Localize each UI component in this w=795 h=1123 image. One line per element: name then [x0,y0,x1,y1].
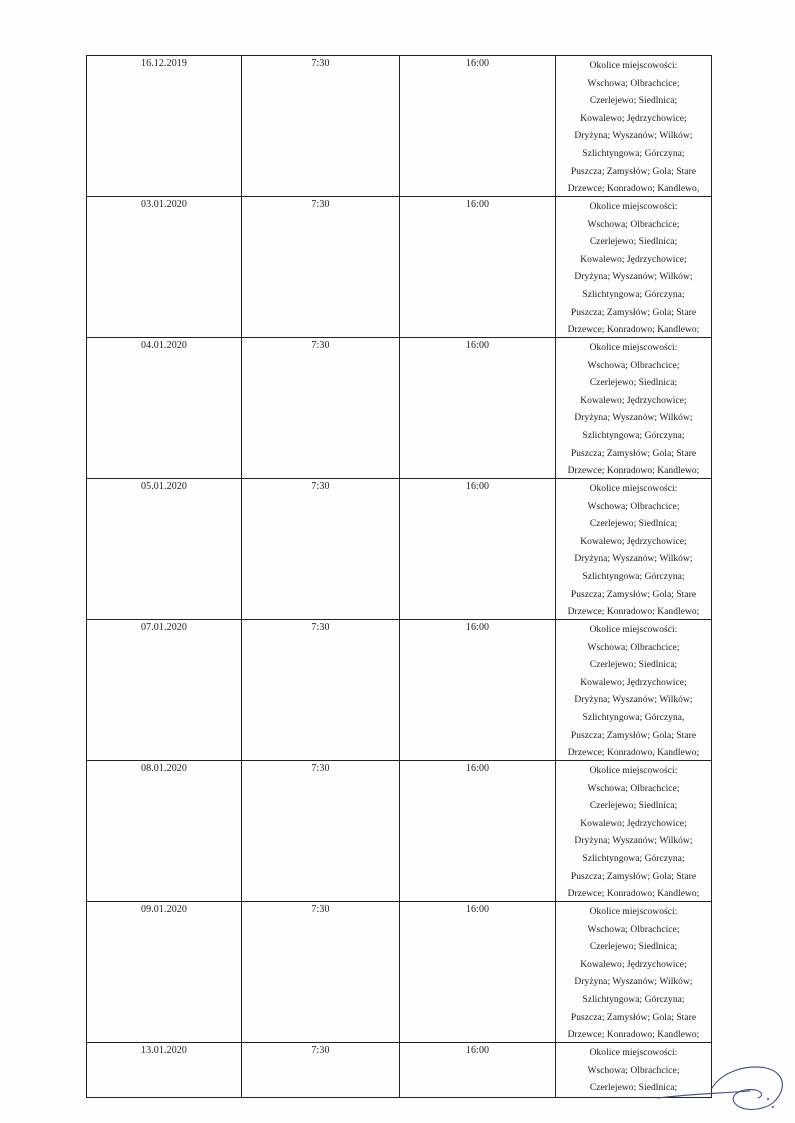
date-cell [87,1043,242,1098]
locations-cell [556,479,711,620]
location-line: Szlichtyngowa; Górczyna; [582,148,685,159]
location-line: Kowalewo; Jędrzychowice; [580,113,687,124]
end-time-text: 16:00 [465,199,490,210]
table-row [87,1042,711,1098]
end-time-cell [400,902,556,1043]
locations-cell [556,761,711,902]
locations-cell [556,56,711,197]
location-line: Dryżyna; Wyszanów; Wilków; [574,131,693,142]
location-line: Dryżyna; Wyszanów; Wilków; [574,554,693,565]
location-line: Drzewce; Konradowo; Kandlewo; [567,1030,700,1041]
date-text: 16.12.2019 [141,58,187,69]
location-line: Puszcza; Zamysłów; Gola; Stare [570,589,697,600]
locations-cell [556,620,711,761]
locations-text [556,481,711,622]
location-line: Czerlejewo; Siedlnica; [589,942,678,953]
location-line: Wschowa; Olbrachcice; [587,501,680,512]
start-time-text: 7:30 [311,1045,330,1056]
location-line: Dryżyna; Wyszanów; Wilków; [574,977,693,988]
date-cell [87,338,242,479]
end-time-text: 16:00 [465,1045,490,1056]
location-line: Czerlejewo; Siedlnica; [589,660,678,671]
location-line: Drzewce; Konradowo; Kandlewo; [567,325,700,336]
location-line: Puszcza; Zamysłów; Gola; Stare [570,730,697,741]
end-time-text: 16:00 [465,904,490,915]
date-cell [87,902,242,1043]
end-time-text: 16:00 [465,763,490,774]
location-line: Dryżyna; Wyszanów; Wilków; [574,836,693,847]
location-line: Okolice miejscowości: [589,61,678,71]
location-line: Kowalewo; Jędrzychowice; [580,959,687,970]
location-line: Wschowa; Olbrachcice; [587,924,680,935]
date-text: 09.01.2020 [141,904,187,915]
date-text: 08.01.2020 [141,763,187,774]
start-time-cell [242,761,400,902]
end-time-text: 16:00 [465,622,490,633]
location-line: Czerlejewo; Siedlnica; [589,519,678,530]
locations-text [556,622,711,763]
schedule-table [86,55,712,1098]
location-line: Wschowa; Olbrachcice; [587,783,680,794]
location-line: Wschowa; Olbrachcice; [587,1065,680,1076]
table-row [87,478,711,620]
date-text: 04.01.2020 [141,340,187,351]
location-line: Drzewce; Konradowo; Kandlewo; [567,889,700,900]
end-time-cell [400,338,556,479]
end-time-text: 16:00 [465,481,490,492]
start-time-text: 7:30 [311,58,330,69]
location-line: Okolice miejscowości: [589,202,678,212]
location-line: Szlichtyngowa; Górczyna; [582,571,685,582]
table-row [87,337,711,479]
locations-text [556,904,711,1045]
location-line: Wschowa; Olbrachcice; [587,219,680,230]
location-line: Szlichtyngowa; Górczyna; [582,853,685,864]
location-line: Czerlejewo; Siedlnica; [589,378,678,389]
start-time-cell [242,479,400,620]
table-row [87,760,711,902]
locations-text [556,58,711,199]
end-time-cell [400,761,556,902]
date-text: 13.01.2020 [141,1045,187,1056]
location-line: Okolice miejscowości: [589,1048,678,1058]
start-time-cell [242,1043,400,1098]
location-line: Okolice miejscowości: [589,766,678,776]
location-line: Puszcza; Zamysłów; Gola; Stare [570,1012,697,1023]
date-text: 03.01.2020 [141,199,187,210]
end-time-text: 16:00 [465,58,490,69]
location-line: Okolice miejscowości: [589,484,678,494]
locations-text [556,199,711,340]
table-row [87,619,711,761]
location-line: Kowalewo; Jędrzychowice; [580,818,687,829]
end-time-cell [400,56,556,197]
start-time-cell [242,902,400,1043]
location-line: Wschowa; Olbrachcice; [587,642,680,653]
end-time-cell [400,197,556,338]
start-time-text: 7:30 [311,340,330,351]
locations-cell [556,197,711,338]
date-cell [87,197,242,338]
start-time-cell [242,56,400,197]
location-line: Puszcza; Zamysłów; Gola; Stare [570,166,697,177]
start-time-text: 7:30 [311,481,330,492]
location-line: Wschowa; Olbrachcice; [587,360,680,371]
locations-cell [556,902,711,1043]
date-cell [87,56,242,197]
location-line: Czerlejewo; Siedlnica; [589,96,678,107]
start-time-text: 7:30 [311,904,330,915]
location-line: Szlichtyngowa; Górczyna; [582,430,685,441]
start-time-text: 7:30 [311,763,330,774]
location-line: Okolice miejscowości: [589,343,678,353]
date-text: 07.01.2020 [141,622,187,633]
location-line: Drzewce; Konradowo, Kandlewo; [567,748,700,759]
table-row [87,196,711,338]
locations-text [556,763,711,904]
start-time-cell [242,338,400,479]
end-time-text: 16:00 [465,340,490,351]
start-time-cell [242,620,400,761]
date-cell [87,761,242,902]
locations-cell [556,338,711,479]
date-cell [87,479,242,620]
location-line: Kowalewo; Jędrzychowice; [580,254,687,265]
location-line: Czerlejewo; Siedlnica; [589,1083,678,1094]
start-time-text: 7:30 [311,199,330,210]
location-line: Dryżyna; Wyszanów; Wilków; [574,695,693,706]
location-line: Dryżyna; Wyszanów; Wilków; [574,413,693,424]
location-line: Drzewce; Konradowo; Kandlewo; [567,607,700,618]
handwritten-signature [650,1058,795,1118]
location-line: Drzewce; Konradowo; Kandlewo; [567,466,700,477]
location-line: Drzewce; Konradowo; Kandlewo, [567,184,700,195]
table-row [87,901,711,1043]
date-cell [87,620,242,761]
location-line: Puszcza; Zamysłów; Gola; Stare [570,448,697,459]
location-line: Czerlejewo; Siedlnica; [589,237,678,248]
location-line: Dryżyna; Wyszanów; Wilków; [574,272,693,283]
location-line: Czerlejewo; Siedlnica; [589,801,678,812]
date-text: 05.01.2020 [141,481,187,492]
location-line: Puszcza; Zamysłów; Gola; Stare [570,871,697,882]
table-row [87,55,711,197]
start-time-text: 7:30 [311,622,330,633]
location-line: Wschowa; Olbrachcice; [587,78,680,89]
location-line: Szlichtyngowa; Górczyna; [582,994,685,1005]
locations-text [556,340,711,481]
location-line: Kowalewo; Jędrzychowice; [580,536,687,547]
start-time-cell [242,197,400,338]
location-line: Kowalewo; Jędrzychowice; [580,677,687,688]
end-time-cell [400,1043,556,1098]
location-line: Okolice miejscowości: [589,907,678,917]
end-time-cell [400,620,556,761]
location-line: Kowalewo; Jędrzychowice; [580,395,687,406]
location-line: Szlichtyngowa; Górczyna; [582,289,685,300]
location-line: Puszcza; Zamysłów; Gola; Stare [570,307,697,318]
end-time-cell [400,479,556,620]
location-line: Szlichtyngowa; Górczyna, [582,712,685,723]
location-line: Okolice miejscowości: [589,625,678,635]
